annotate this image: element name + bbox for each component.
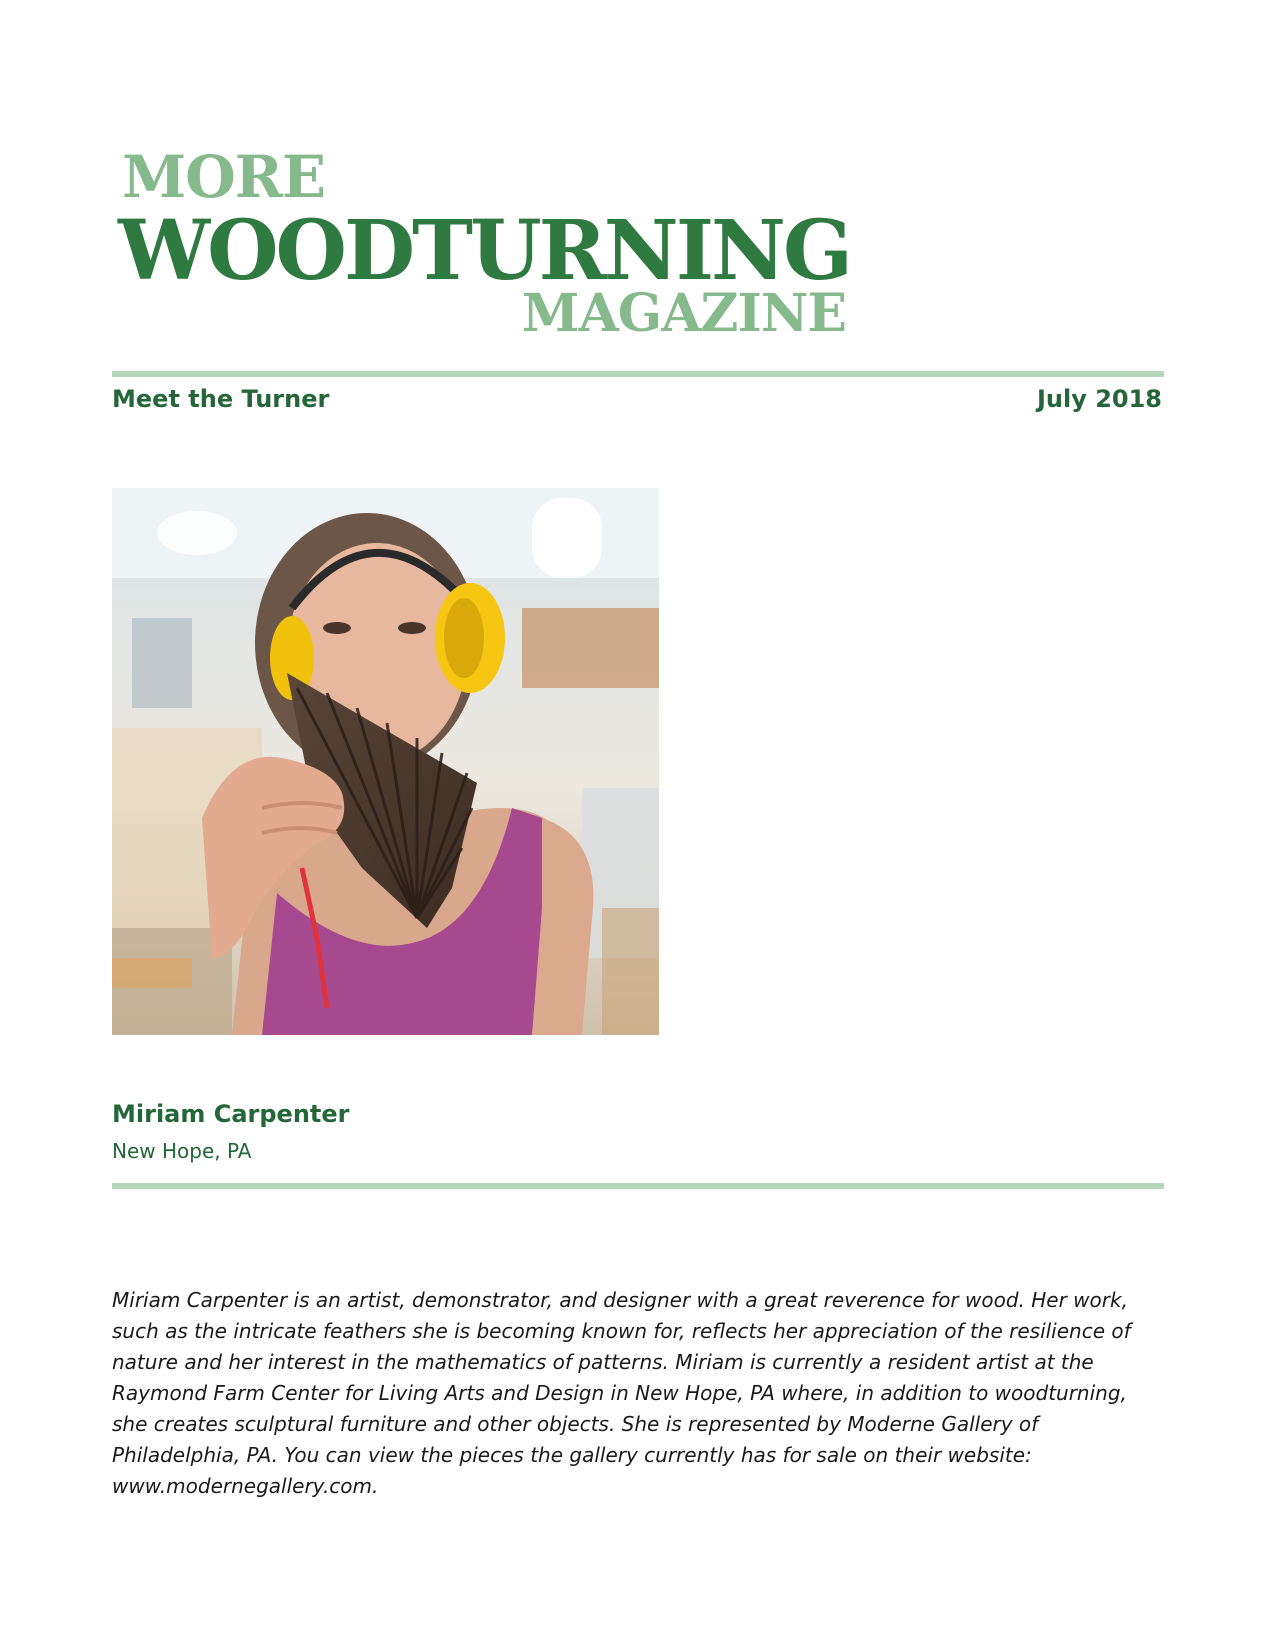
bio-line: nature and her interest in the mathematics of patterns. Miriam is currently a resident artist at the	[112, 1350, 1094, 1374]
logo-more: MORE	[122, 143, 326, 211]
issue-date: July 2018	[1036, 385, 1162, 413]
bio-line: Raymond Farm Center for Living Arts and Design in New Hope, PA where, in addition to woodturning,	[112, 1381, 1127, 1405]
header-divider	[112, 371, 1164, 377]
bio-line-website: www.modernegallery.com.	[112, 1474, 379, 1498]
turner-photo	[112, 488, 659, 1035]
bio-line: such as the intricate feathers she is becoming known for, reflects her appreciation of the resilience of	[112, 1319, 1131, 1343]
turner-bio	[112, 1285, 1182, 1502]
logo-woodturning: WOODTURNING	[118, 203, 851, 299]
bio-line: Philadelphia, PA. You can view the pieces the gallery currently has for sale on their website:	[112, 1443, 1032, 1467]
turner-name: Miriam Carpenter	[112, 1100, 350, 1128]
logo-magazine: MAGAZINE	[521, 283, 846, 344]
magazine-logo	[118, 143, 851, 348]
bio-line: Miriam Carpenter is an artist, demonstrator, and designer with a great reverence for wood. Her work,	[112, 1288, 1128, 1312]
bio-line: she creates sculptural furniture and other objects. She is represented by Moderne Gallery of	[112, 1412, 1039, 1436]
section-title: Meet the Turner	[112, 385, 330, 413]
turner-location: New Hope, PA	[112, 1139, 252, 1163]
profile-divider	[112, 1183, 1164, 1189]
